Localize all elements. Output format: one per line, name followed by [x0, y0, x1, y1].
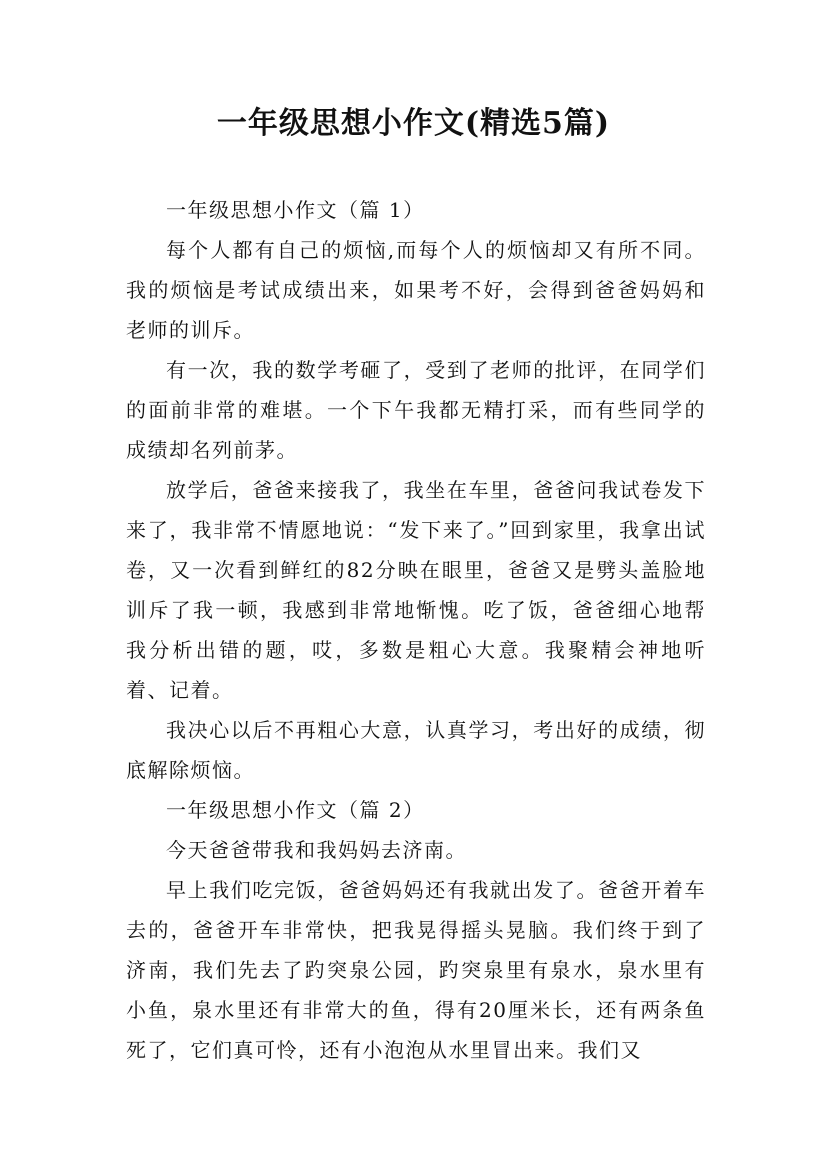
paragraph: 我决心以后不再粗心大意，认真学习，考出好的成绩，彻底解除烦恼。	[126, 718, 706, 782]
document-title: 一年级思想小作文(精选5篇)	[216, 106, 611, 141]
paragraph: 每个人都有自己的烦恼,而每个人的烦恼却又有所不同。我的烦恼是考试成绩出来，如果考不好，会得到爸爸妈妈和老师的训斥。	[126, 238, 706, 342]
document-body	[126, 190, 706, 1070]
section-heading-2: 一年级思想小作文（篇 2）	[166, 798, 425, 822]
paragraph: 有一次，我的数学考砸了，受到了老师的批评，在同学们的面前非常的难堪。一个下午我都无精打采，而有些同学的成绩却名列前茅。	[126, 358, 706, 462]
paragraph: 早上我们吃完饭，爸爸妈妈还有我就出发了。爸爸开着车去的，爸爸开车非常快，把我晃得摇头晃脑。我们终于到了济南，我们先去了趵突泉公园，趵突泉里有泉水，泉水里有小鱼，泉水里还有非常大的鱼，得有20厘米长，还有两条鱼死了，它们真可怜，还有小泡泡从水里冒出来。我们又	[126, 878, 706, 1062]
section-heading-1: 一年级思想小作文（篇 1）	[166, 198, 425, 222]
paragraph: 今天爸爸带我和我妈妈去济南。	[166, 838, 467, 862]
paragraph: 放学后，爸爸来接我了，我坐在车里，爸爸问我试卷发下来了，我非常不情愿地说：“发下来了。”回到家里，我拿出试卷，又一次看到鲜红的82分映在眼里，爸爸又是劈头盖脸地训斥了我一顿，我感到非常地惭愧。吃了饭，爸爸细心地帮我分析出错的题，哎，多数是粗心大意。我聚精会神地听着、记着。	[126, 478, 706, 702]
